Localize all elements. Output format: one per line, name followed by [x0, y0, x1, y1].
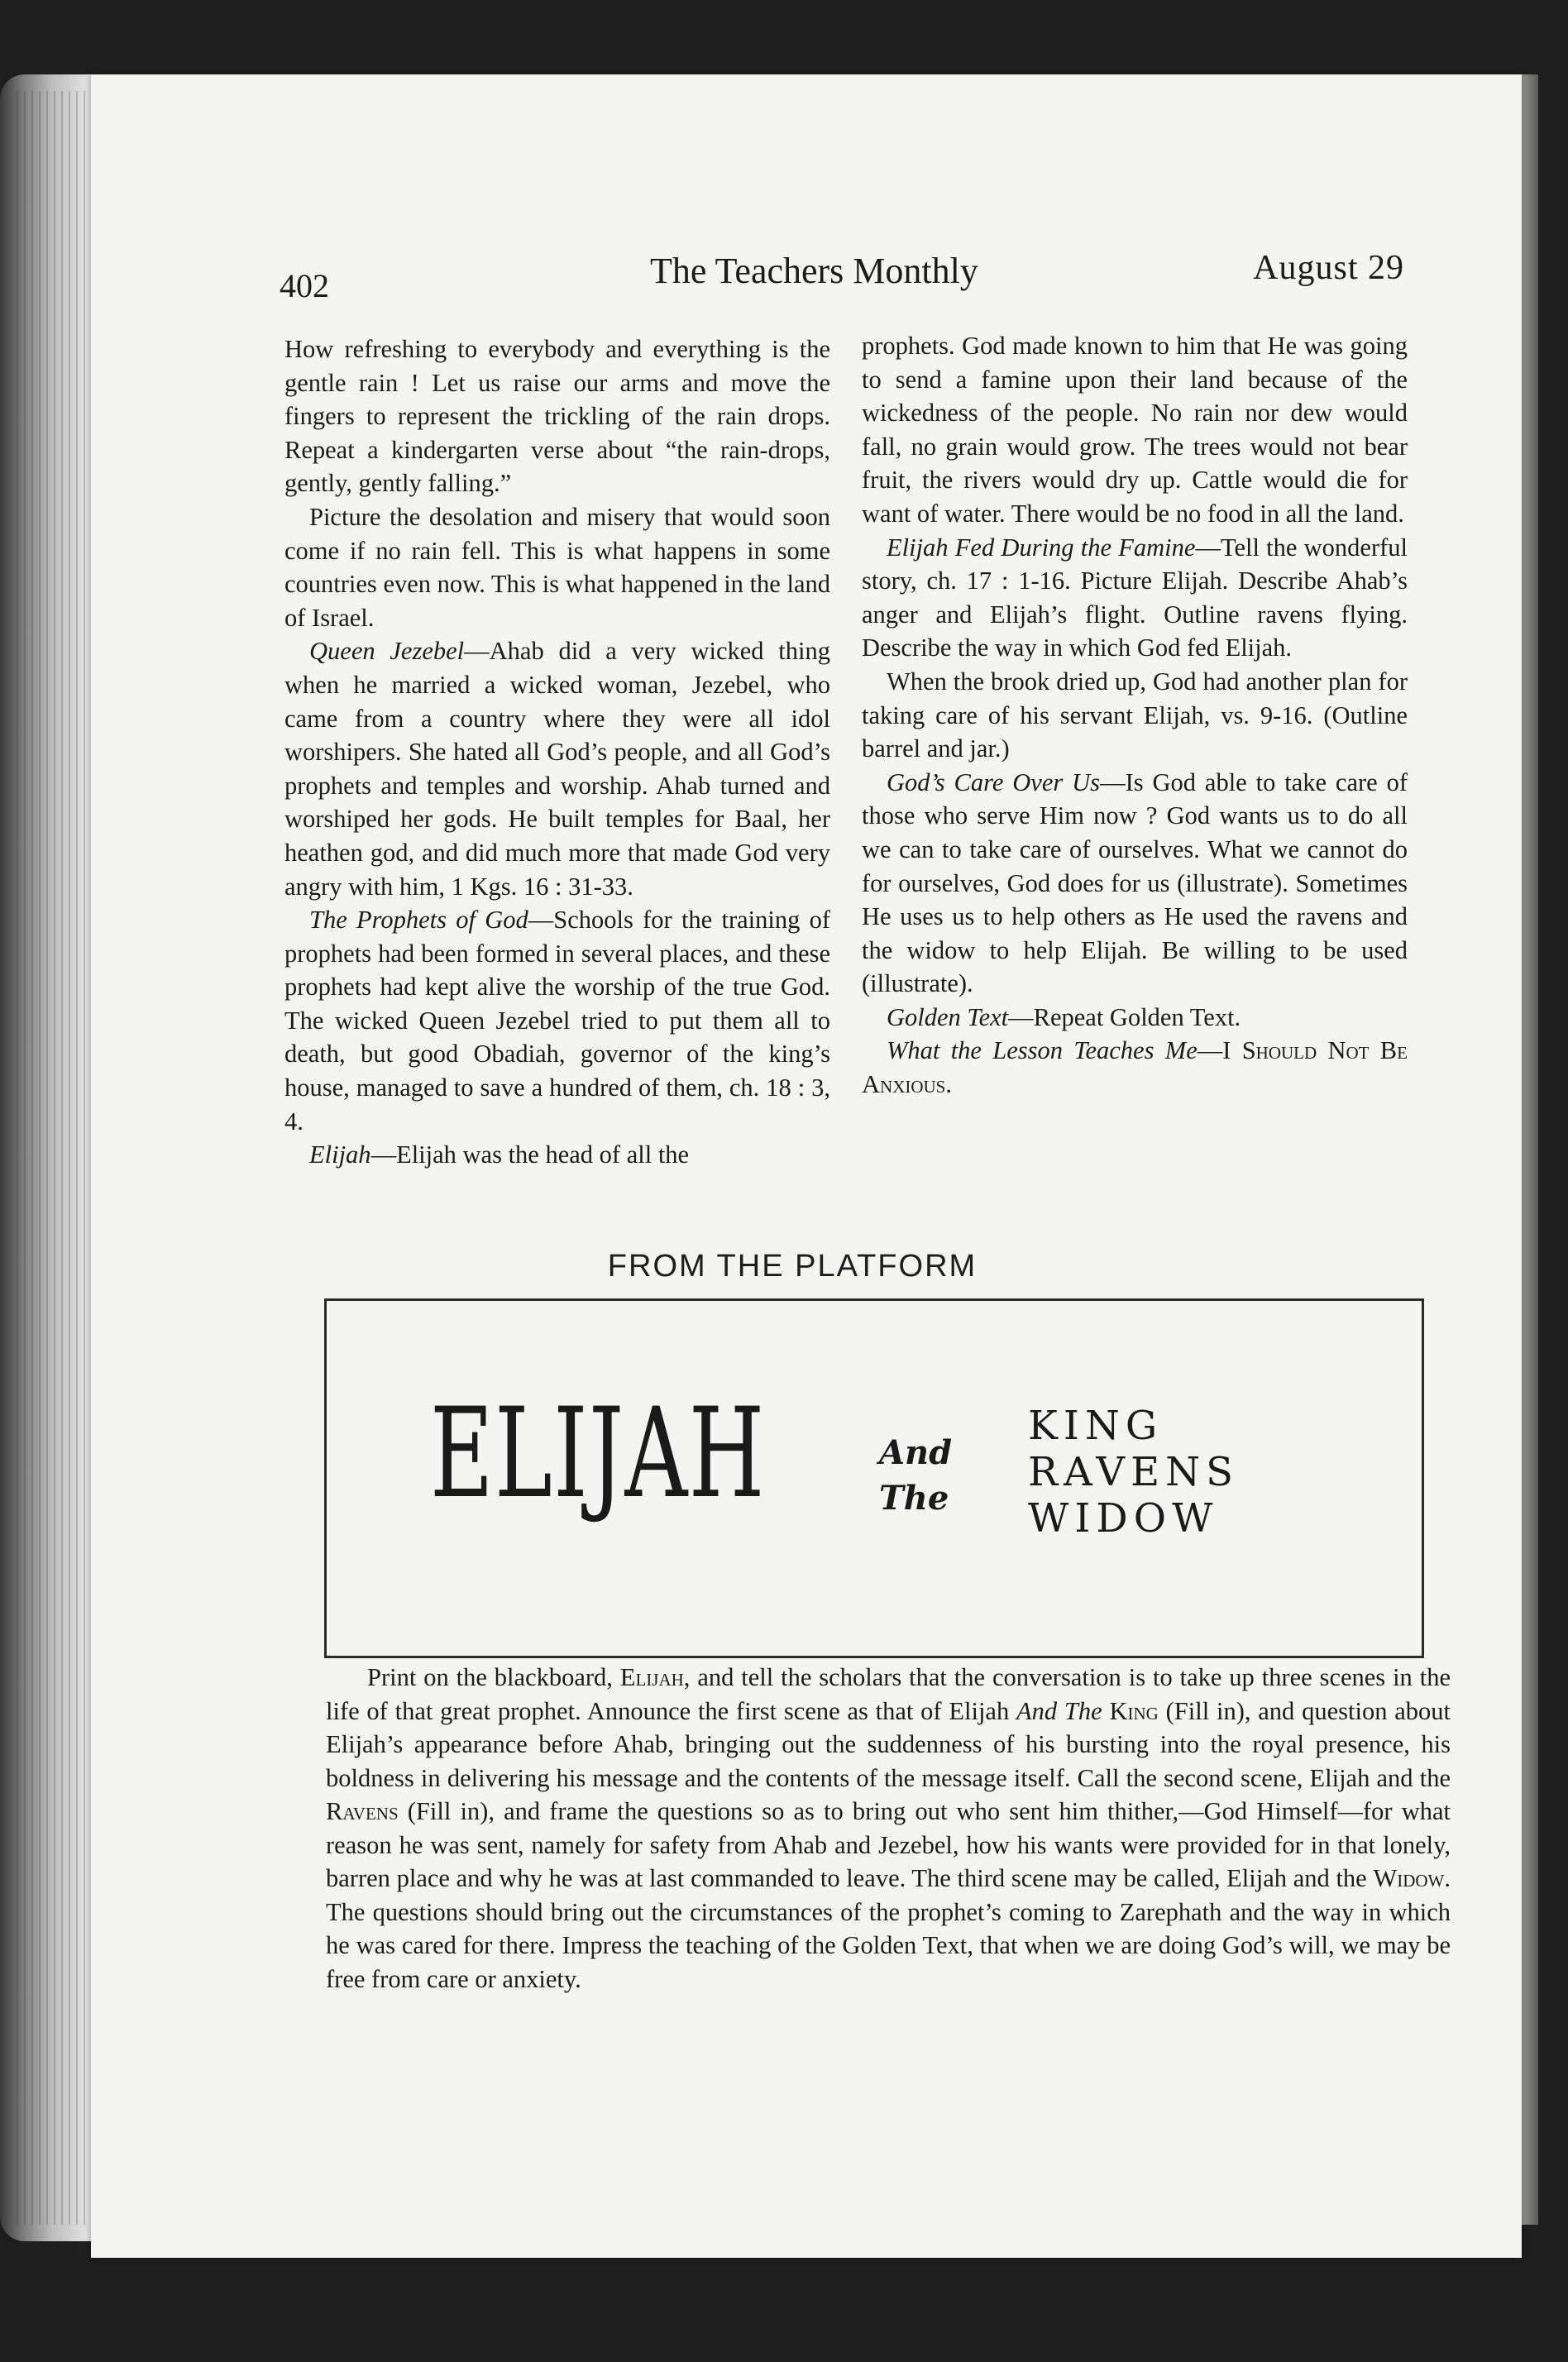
paragraph [862, 531, 1408, 665]
platform-instructions [326, 1661, 1451, 1996]
text-run: (Fill in), and frame the questions so as to bring out who sent him thither,—God Himself—for what reason he was sent, namely for safety from Ahab and Jezebel, how his wants were provided for in that lonely, barren place and why he was at last commanded to leave. The third scene may be called, Elijah and the [326, 1797, 1451, 1892]
text-run: , and tell the scholars that the conversation is to take up three scenes in the life of that great prophet. Announce the first scene as that of Elijah [326, 1663, 1451, 1725]
journal-title: The Teachers Monthly [650, 251, 978, 291]
blackboard-diagram [324, 1298, 1424, 1658]
paragraph-body: —Is God able to take care of those who serve Him now ? God wants us to do all we can to take care of ourselves. What we cannot do for ourselves, God does for us (illustrate). Sometimes He uses us to help others as He used the ravens and the widow to help Elijah. Be willing to be used (illustrate). [862, 767, 1408, 998]
diagram-and: And [879, 1433, 953, 1472]
paragraph [284, 1138, 830, 1172]
text-run: King [1109, 1696, 1159, 1725]
issue-date: August 29 [1253, 249, 1404, 287]
paragraph [284, 634, 830, 903]
paragraph: Picture the desolation and misery that would soon come if no rain fell. This is what happens in some countries even now. This is what happened in the land of Israel. [284, 502, 830, 632]
section-heading: What the Lesson Teaches Me [887, 1036, 1198, 1065]
paragraph [284, 903, 830, 1138]
section-heading: Golden Text [887, 1002, 1009, 1031]
text-run: Print on the blackboard, [367, 1663, 620, 1691]
text-run: Ravens [326, 1797, 399, 1825]
paragraph: How refreshing to everybody and everything is the gentle rain ! Let us raise our arms and move the fingers to represent the trickling of the rain drops. Repeat a kindergarten verse about “the rain-drops, gently, gently falling.” [284, 335, 830, 498]
paragraph [862, 1034, 1408, 1101]
text-run: . The questions should bring out the circumstances of the prophet’s coming to Zarephath and the way in which he was cared for there. Impress the teaching of the Golden Text, that when we are doing God’s will, we may be free from care or anxiety. [326, 1864, 1451, 1993]
page-header [280, 248, 1404, 304]
paragraph-body: —Tell the wonderful story, ch. 17 : 1-16. Picture Elijah. Describe Ahab’s anger and Elijah’s flight. Outline ravens flying. Describe the way in which God fed Elijah. [862, 533, 1408, 662]
diagram-word-ravens: RAVENS [1028, 1449, 1239, 1495]
left-column [284, 332, 830, 1172]
paragraph: prophets. God made known to him that He was going to send a famine upon their land because of the wickedness of the people. No rain nor dew would fall, no grain would grow. The trees would not bear fruit, the rivers would dry up. Cattle would die for want of water. There would be no food in all the land. [862, 332, 1408, 528]
text-run: Elijah [619, 1663, 684, 1691]
section-heading: Elijah [309, 1140, 371, 1169]
page-number: 402 [280, 267, 329, 304]
paragraph [862, 1001, 1408, 1035]
lesson-statement: —I Should Not Be Anxious. [862, 1036, 1408, 1099]
paragraph-body: —Elijah was the head of all the [370, 1140, 690, 1169]
diagram-the: The [879, 1479, 949, 1518]
section-heading: God’s Care Over Us [887, 767, 1101, 796]
text-run: (Fill in), and question about Elijah’s appearance before Ahab, bringing out the suddenness of his bursting into the royal presence, his boldness in delivering his message and the contents of the message itself. Call the second scene, Elijah and the [326, 1696, 1451, 1792]
diagram-word-king: KING [1028, 1403, 1164, 1449]
section-heading: Queen Jezebel [309, 637, 465, 666]
diagram-word-widow: WIDOW [1028, 1495, 1219, 1542]
section-heading: The Prophets of God [309, 906, 528, 935]
page-stack-lines [17, 91, 99, 2225]
text-run: Widow [1373, 1864, 1445, 1892]
diagram-main-word: ELIJAH [430, 1382, 766, 1526]
platform-heading: FROM THE PLATFORM [607, 1249, 978, 1284]
paragraph [862, 766, 1408, 1001]
right-column [862, 329, 1408, 1102]
paragraph-body: —Schools for the training of prophets had been formed in several places, and these prophets had kept alive the worship of the true God. The wicked Queen Jezebel tried to put them all to death, but good Obadiah, governor of the king’s house, managed to save a hundred of them, ch. 18 : 3, 4. [284, 906, 830, 1136]
paragraph-body: —Ahab did a very wicked thing when he married a wicked woman, Jezebel, who came from a country where they were all idol worshipers. She hated all God’s people, and all God’s prophets and temples and worship. Ahab turned and worshiped her gods. He built temples for Baal, her heathen god, and did much more that made God very angry with him, 1 Kgs. 16 : 31-33. [284, 637, 831, 901]
paragraph-body: —Repeat Golden Text. [1008, 1002, 1241, 1031]
paragraph: When the brook dried up, God had another plan for taking care of his servant Elijah, vs. 9-16. (Outline barrel and jar.) [862, 667, 1408, 763]
text-run: And The [1016, 1696, 1102, 1725]
section-heading: Elijah Fed During the Famine [887, 533, 1196, 562]
